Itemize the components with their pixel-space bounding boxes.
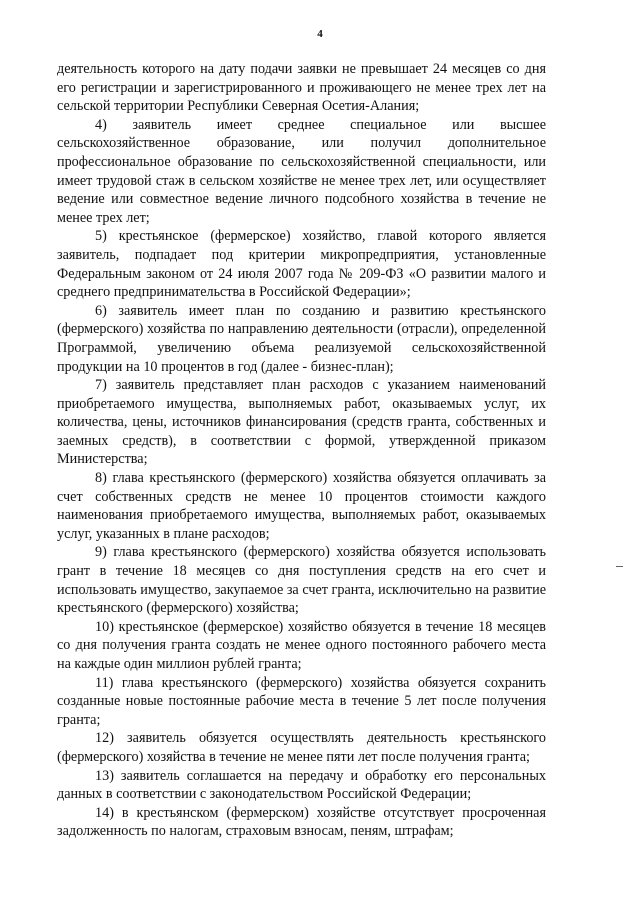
list-item-6: 6) заявитель имеет план по созданию и развитию крестьянского (фермерского) хозяйства по направлению деятельности (отрасли), определенной Программой, увеличению объема реализуемой сельскохозяйственной продукции на 10 процентов в год (далее - бизнес-план); <box>57 302 546 375</box>
list-item-9: 9) глава крестьянского (фермерского) хозяйства обязуется использовать грант в течение 18 месяцев со дня поступления средств на его счет и использовать имущество, закупаемое за счет гранта, исключительно на развитие крестьянского (фермерского) хозяйства; <box>57 544 546 617</box>
list-item-10: 10) крестьянское (фермерское) хозяйство обязуется в течение 18 месяцев со дня получения гранта создать не менее одного постоянного рабочего места на каждые один миллион рублей гранта; <box>57 618 546 672</box>
list-item-7: 7) заявитель представляет план расходов с указанием наименований приобретаемого имущества, выполняемых работ, оказываемых услуг, их количества, цены, источников финансирования (средств гранта, собственных и заемных средств), в соответствии с формой, утвержденной приказом Министерства; <box>57 377 546 468</box>
list-item-11: 11) глава крестьянского (фермерского) хозяйства обязуется сохранить созданные новые постоянные рабочие места в течение 5 лет после получения гранта; <box>57 674 546 728</box>
paragraph-continuation: деятельность которого на дату подачи заявки не превышает 24 месяцев со дня его регистрации и зарегистрированного и проживающего не менее трех лет на сельской территории Республики Северная Осетия-Алания; <box>57 61 546 115</box>
document-body <box>57 60 546 841</box>
list-item-14: 14) в крестьянском (фермерском) хозяйстве отсутствует просроченная задолженность по налогам, страховым взносам, пеням, штрафам; <box>57 804 546 840</box>
list-item-12: 12) заявитель обязуется осуществлять деятельность крестьянского (фермерского) хозяйства в течение не менее пяти лет после получения гранта; <box>57 730 546 765</box>
list-item-13: 13) заявитель соглашается на передачу и обработку его персональных данных в соответствии с законодательством Российской Федерации; <box>57 767 546 803</box>
margin-mark <box>616 566 623 567</box>
list-item-4: 4) заявитель имеет среднее специальное или высшее сельскохозяйственное образование, или получил дополнительное профессиональное образование по сельскохозяйственной специальности, или имеет трудовой стаж в сельском хозяйстве не менее трех лет, или осуществляет ведение или совместное ведение личного подсобного хозяйства в течение не менее трех лет; <box>57 116 546 226</box>
list-item-8: 8) глава крестьянского (фермерского) хозяйства обязуется оплачивать за счет собственных средств не менее 10 процентов стоимости каждого наименования приобретаемого имущества, выполняемых работ, оказываемых услуг, указанных в плане расходов; <box>57 470 546 542</box>
page-number: 4 <box>317 28 323 40</box>
list-item-5: 5) крестьянское (фермерское) хозяйство, главой которого является заявитель, подпадает под критерии микропредприятия, установленные Федеральным законом от 24 июля 2007 года № 209-ФЗ «О развитии малого и среднего предпринимательства в Российской Федерации»; <box>57 228 546 301</box>
